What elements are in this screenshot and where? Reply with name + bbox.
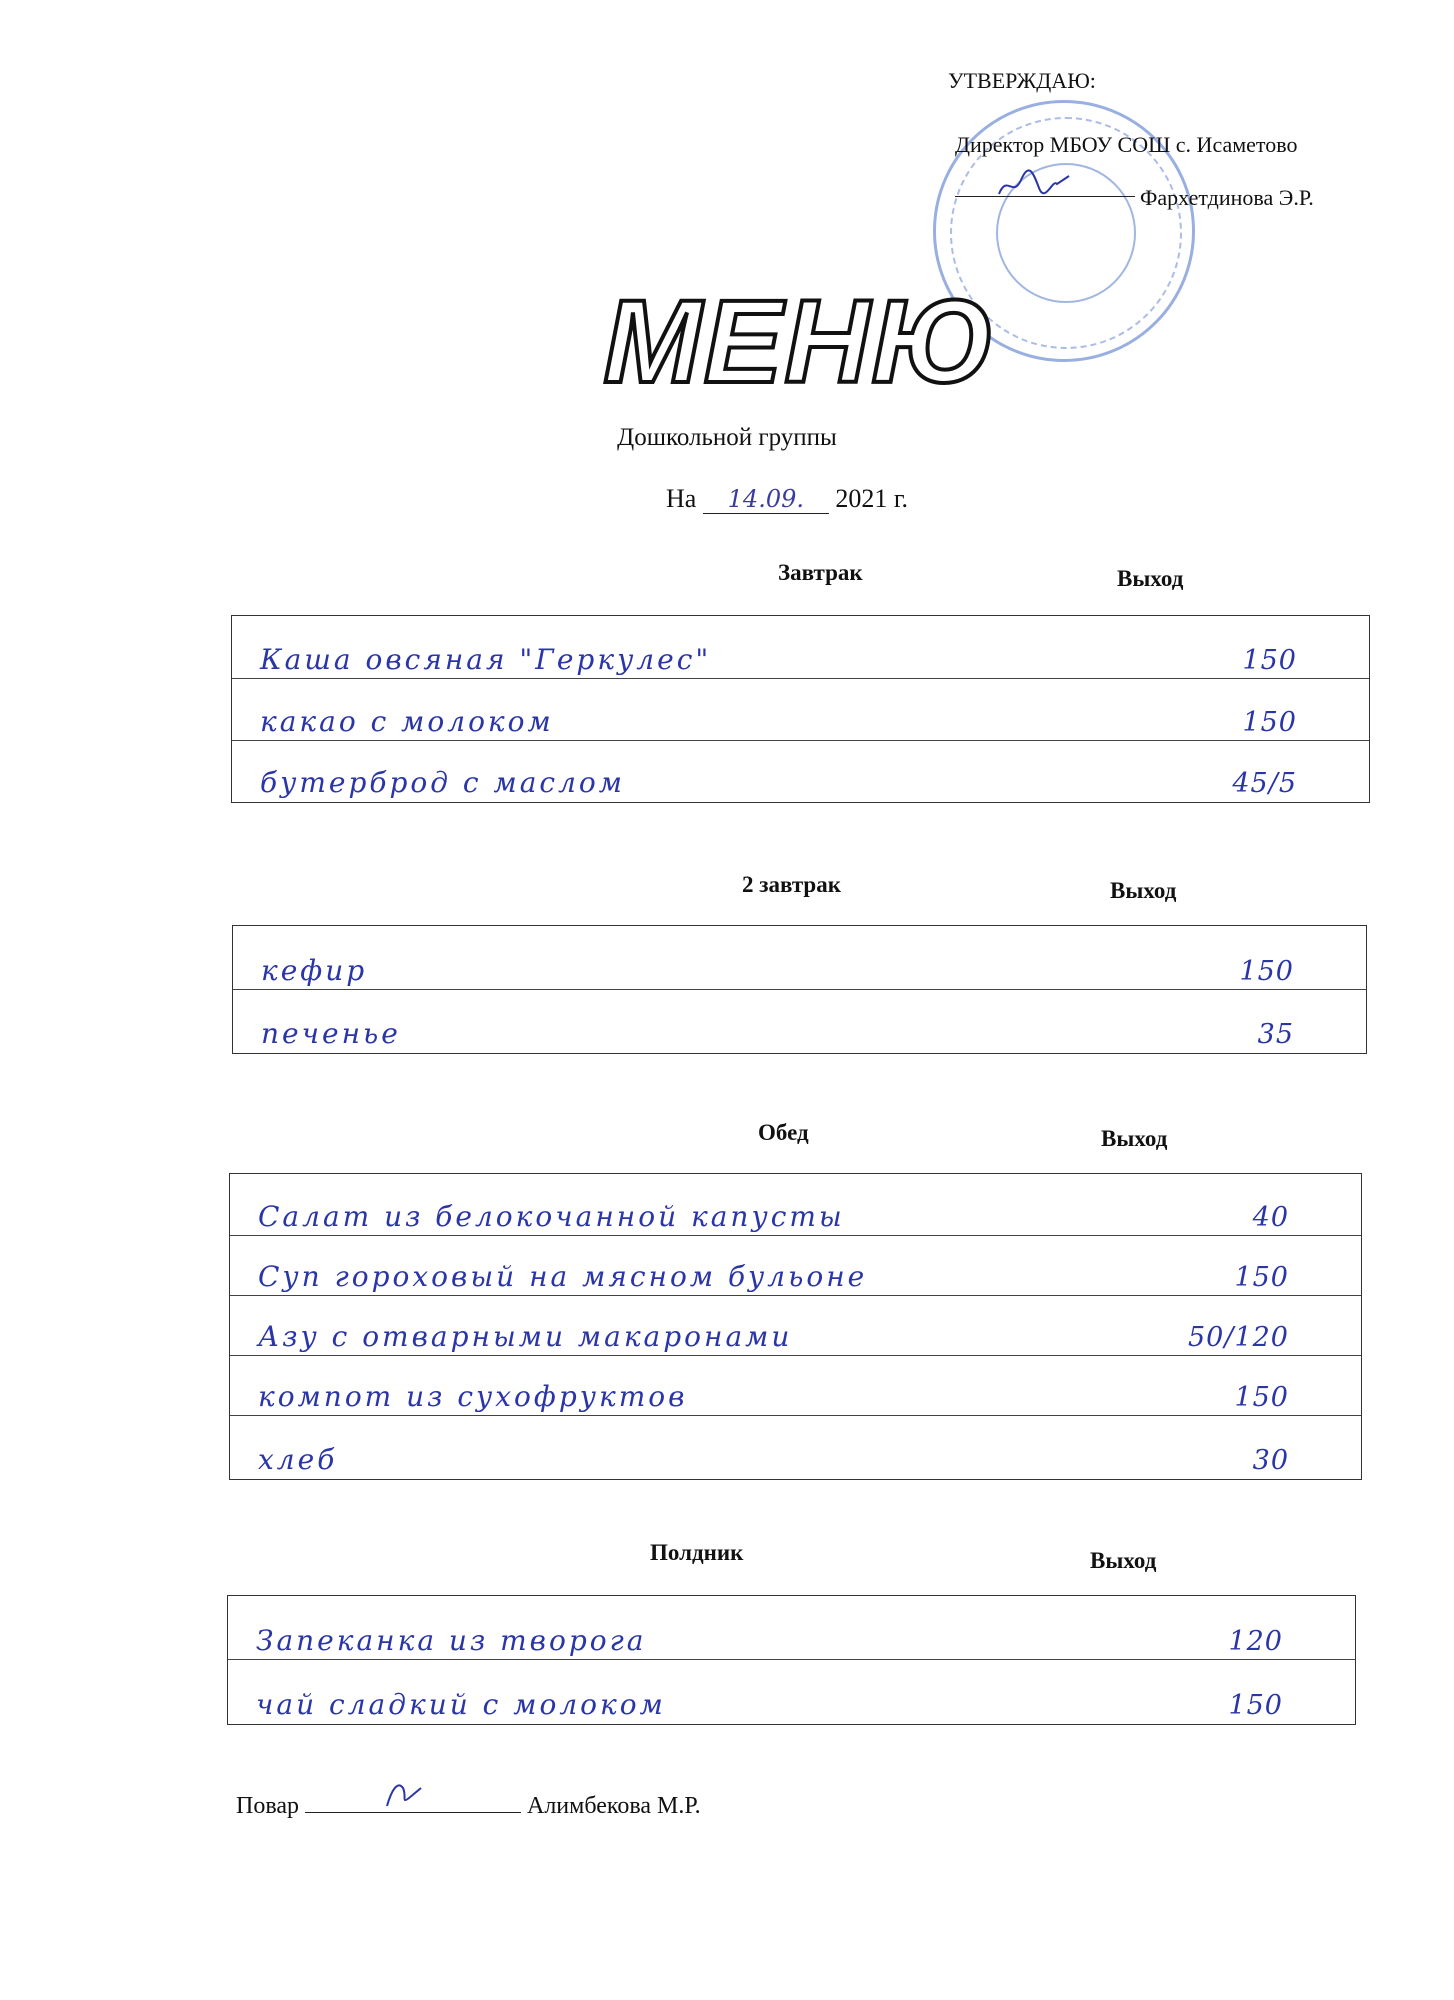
dish-name: кефир: [261, 954, 368, 987]
table-row: [233, 926, 1366, 990]
breakfast-table: [231, 615, 1370, 803]
table-row: [232, 679, 1369, 741]
table-row: [228, 1596, 1355, 1660]
dish-name: хлеб: [258, 1443, 338, 1476]
lunch-table: [229, 1173, 1362, 1480]
table-row: [230, 1174, 1361, 1236]
subtitle: Дошкольной группы: [617, 424, 837, 451]
section-output-breakfast: Выход: [1117, 566, 1184, 591]
date-handwritten: 14.09.: [703, 485, 829, 514]
cook-name: Алимбекова М.Р.: [527, 1793, 701, 1819]
cook-label: Повар: [236, 1793, 299, 1819]
table-row: [232, 741, 1369, 801]
dish-output: 40: [1252, 1202, 1289, 1233]
cook-signature: [381, 1774, 431, 1812]
director-signature: [995, 168, 1075, 202]
date-row: [666, 484, 908, 514]
dish-name: какао с молоком: [260, 705, 554, 738]
table-row: [230, 1296, 1361, 1356]
section-title-afternoon-snack: Полдник: [650, 1540, 744, 1565]
dish-output: 150: [1242, 645, 1297, 676]
dish-name: компот из сухофруктов: [258, 1380, 688, 1413]
dish-name: Каша овсяная "Геркулес": [260, 643, 712, 676]
afternoon-snack-table: [227, 1595, 1356, 1725]
date-suffix: 2021 г.: [835, 484, 909, 513]
section-output-afternoon-snack: Выход: [1090, 1548, 1157, 1573]
dish-name: Салат из белокочанной капусты: [258, 1200, 845, 1233]
section-title-second-breakfast: 2 завтрак: [742, 872, 841, 897]
table-row: [230, 1236, 1361, 1296]
director-name: Фархетдинова Э.Р.: [1140, 185, 1314, 210]
dish-name: чай сладкий с молоком: [256, 1688, 666, 1721]
section-title-breakfast: Завтрак: [778, 560, 863, 585]
dish-output: 150: [1228, 1690, 1283, 1721]
section-title-lunch: Обед: [758, 1120, 809, 1145]
table-row: [228, 1660, 1355, 1723]
director-title: Директор МБОУ СОШ с. Исаметово: [955, 132, 1298, 157]
cook-signature-line: [305, 1788, 521, 1813]
section-output-second-breakfast: Выход: [1110, 878, 1177, 903]
table-row: [233, 990, 1366, 1052]
dish-output: 35: [1257, 1019, 1294, 1050]
cook-signature-row: [236, 1788, 701, 1820]
dish-name: Суп гороховый на мясном бульоне: [258, 1260, 868, 1293]
table-row: [230, 1356, 1361, 1416]
dish-output: 150: [1239, 956, 1294, 987]
dish-output: 30: [1252, 1445, 1289, 1476]
dish-output: 50/120: [1188, 1322, 1289, 1353]
approve-label: УТВЕРЖДАЮ:: [948, 68, 1096, 93]
dish-output: 150: [1234, 1382, 1289, 1413]
date-prefix: На: [666, 484, 697, 513]
dish-name: бутерброд с маслом: [260, 766, 625, 799]
dish-output: 150: [1234, 1262, 1289, 1293]
dish-name: печенье: [261, 1017, 401, 1050]
dish-name: Запеканка из творога: [256, 1624, 647, 1657]
section-output-lunch: Выход: [1101, 1126, 1168, 1151]
menu-title: [540, 282, 1060, 402]
table-row: [232, 616, 1369, 679]
second-breakfast-table: [232, 925, 1367, 1054]
dish-output: 120: [1228, 1626, 1283, 1657]
dish-output: 45/5: [1232, 768, 1297, 799]
dish-name: Азу с отварными макаронами: [258, 1320, 793, 1353]
menu-title-text: МЕНЮ: [603, 282, 997, 402]
table-row: [230, 1416, 1361, 1478]
dish-output: 150: [1242, 707, 1297, 738]
